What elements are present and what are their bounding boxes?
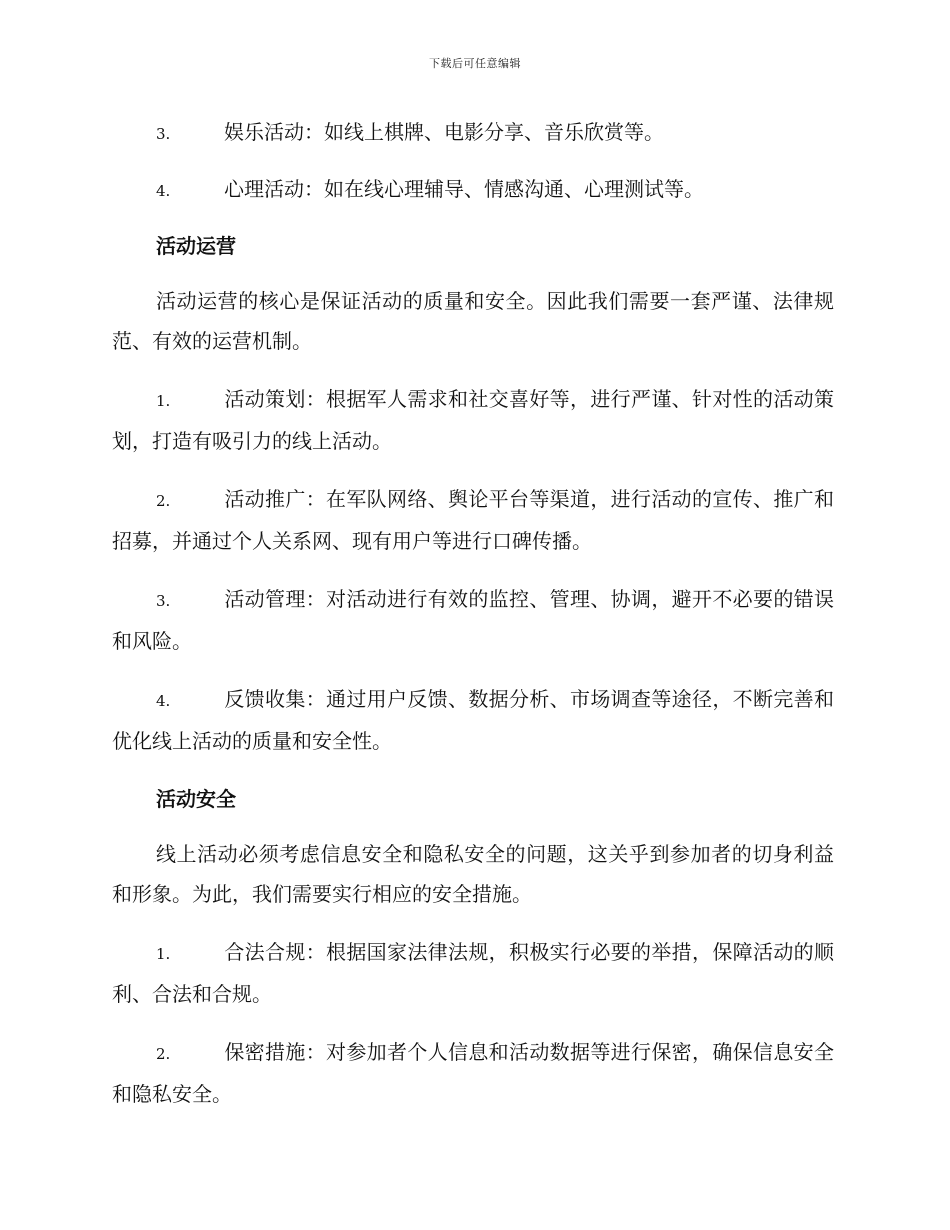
list-number: 2. bbox=[156, 1045, 171, 1063]
list-text: 活动策划：根据军人需求和社交喜好等，进行严谨、针对性的活动策划，打造有吸引力的线上活动。 bbox=[112, 387, 834, 453]
list-text: 心理活动：如在线心理辅导、情感沟通、心理测试等。 bbox=[224, 177, 704, 201]
list-text: 保密措施：对参加者个人信息和活动数据等进行保密，确保信息安全和隐私安全。 bbox=[112, 1040, 834, 1106]
list-text: 反馈收集：通过用户反馈、数据分析、市场调查等途径，不断完善和优化线上活动的质量和安全性。 bbox=[112, 687, 834, 753]
list-item bbox=[112, 112, 834, 154]
section-heading-operations: 活动运营 bbox=[156, 234, 236, 258]
list-number: 2. bbox=[156, 492, 171, 510]
list-item bbox=[112, 579, 834, 661]
list-item bbox=[112, 1032, 834, 1114]
list-number: 3. bbox=[156, 592, 171, 610]
list-item bbox=[112, 479, 834, 561]
section-paragraph-safety: 线上活动必须考虑信息安全和隐私安全的问题，这关乎到参加者的切身利益和形象。为此，我们需要实行相应的安全措施。 bbox=[112, 842, 834, 906]
list-item bbox=[112, 169, 834, 211]
list-text: 活动推广：在军队网络、舆论平台等渠道，进行活动的宣传、推广和招募，并通过个人关系网、现有用户等进行口碑传播。 bbox=[112, 487, 834, 553]
list-number: 4. bbox=[156, 692, 171, 710]
list-text: 活动管理：对活动进行有效的监控、管理、协调，避开不必要的错误和风险。 bbox=[112, 587, 834, 653]
list-item bbox=[112, 379, 834, 461]
section-heading-safety: 活动安全 bbox=[156, 787, 236, 811]
list-number: 1. bbox=[156, 945, 171, 963]
list-number: 1. bbox=[156, 392, 171, 410]
list-item bbox=[112, 679, 834, 761]
list-number: 4. bbox=[156, 182, 171, 200]
document-body bbox=[112, 112, 834, 1132]
list-number: 3. bbox=[156, 125, 171, 143]
header-note: 下载后可任意编辑 bbox=[429, 57, 521, 70]
section-paragraph-operations: 活动运营的核心是保证活动的质量和安全。因此我们需要一套严谨、法律规范、有效的运营机制。 bbox=[112, 289, 834, 353]
list-item bbox=[112, 932, 834, 1014]
list-text: 娱乐活动：如线上棋牌、电影分享、音乐欣赏等。 bbox=[224, 120, 664, 144]
list-text: 合法合规：根据国家法律法规，积极实行必要的举措，保障活动的顺利、合法和合规。 bbox=[112, 940, 834, 1006]
